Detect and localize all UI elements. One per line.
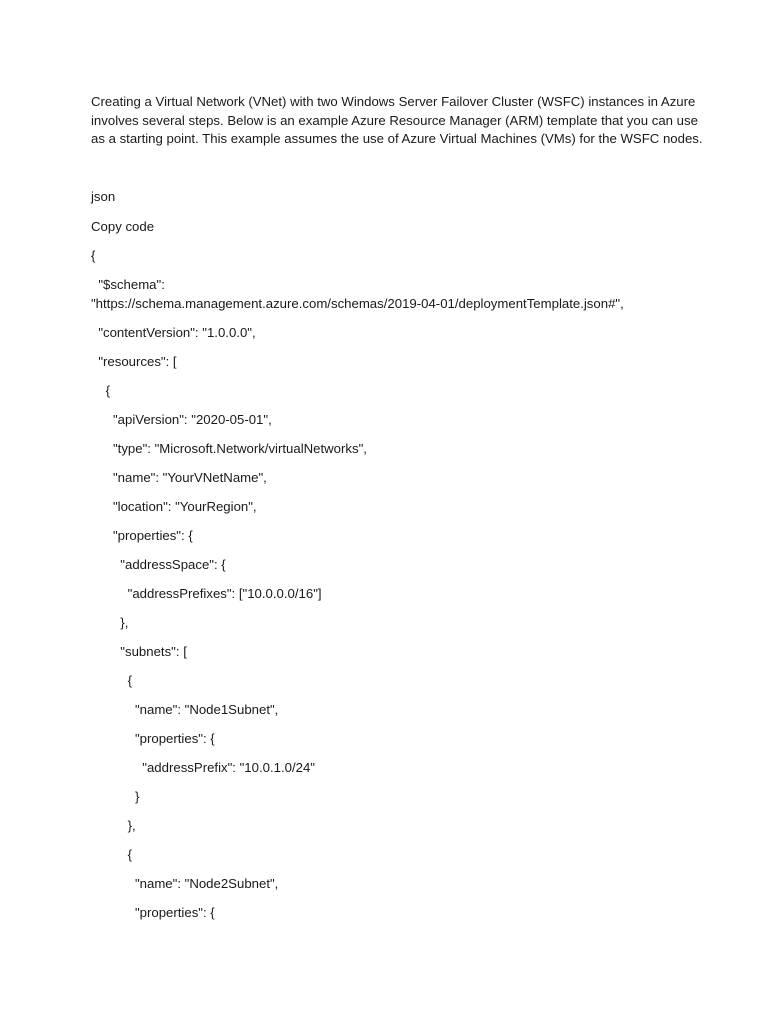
intro-paragraph: [91, 93, 703, 149]
code-line: "$schema":: [91, 277, 165, 292]
code-line: "apiVersion": "2020-05-01",: [91, 412, 272, 427]
intro-line: Creating a Virtual Network (VNet) with two Windows Server Failover Cluster (WSFC) instances in Azure: [91, 94, 696, 109]
code-line: "properties": {: [91, 905, 215, 920]
code-line: "https://schema.management.azure.com/schemas/2019-04-01/deploymentTemplate.json#",: [91, 296, 624, 311]
code-line: "addressPrefixes": ["10.0.0.0/16"]: [91, 586, 322, 601]
code-line: {: [91, 383, 111, 398]
code-line: {: [91, 248, 96, 263]
code-line: {: [91, 847, 133, 862]
code-line: "type": "Microsoft.Network/virtualNetworks",: [91, 441, 367, 456]
code-line: "addressPrefix": "10.0.1.0/24": [91, 760, 315, 775]
copy-code-label: Copy code: [91, 219, 155, 234]
code-line: "location": "YourRegion",: [91, 499, 257, 514]
code-line: "name": "YourVNetName",: [91, 470, 267, 485]
code-line: {: [91, 673, 133, 688]
intro-line: as a starting point. This example assumes the use of Azure Virtual Machines (VMs) for the WSFC nodes.: [91, 131, 703, 147]
code-line: "name": "Node1Subnet",: [91, 702, 279, 717]
code-line: "properties": {: [91, 528, 193, 543]
code-line: "addressSpace": {: [91, 557, 226, 572]
code-line: },: [91, 818, 136, 833]
code-line: "properties": {: [91, 731, 215, 746]
code-line: }: [91, 789, 140, 804]
code-line: },: [91, 615, 129, 630]
code-language-label: json: [91, 189, 116, 204]
intro-line: involves several steps. Below is an example Azure Resource Manager (ARM) template that you can use: [91, 112, 698, 128]
code-line: "name": "Node2Subnet",: [91, 876, 279, 891]
code-line: "subnets": [: [91, 644, 187, 659]
code-line: "contentVersion": "1.0.0.0",: [91, 325, 256, 340]
code-line: "resources": [: [91, 354, 177, 369]
